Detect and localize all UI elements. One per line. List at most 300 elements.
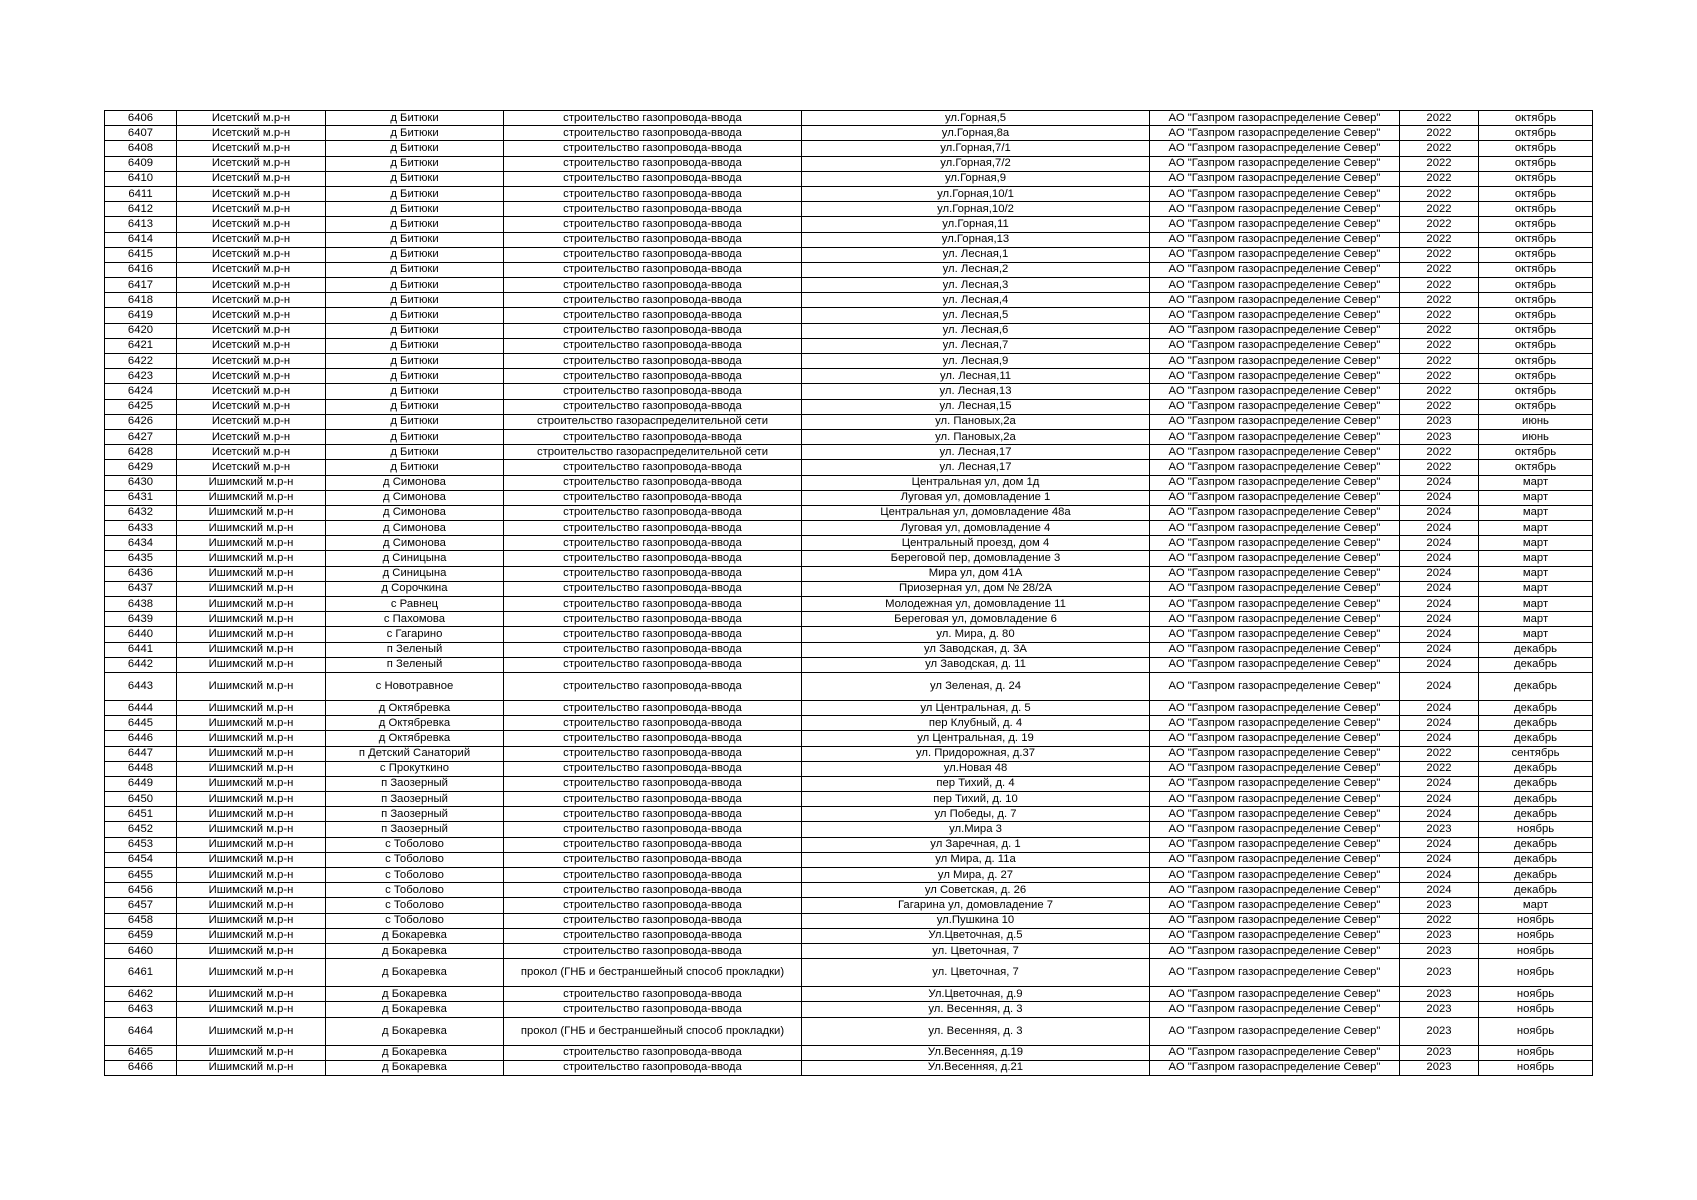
work-type-cell: строительство газопровода-ввода [504, 369, 802, 384]
year-cell: 2022 [1400, 761, 1479, 776]
work-type-cell: прокол (ГНБ и бестраншейный способ прокладки) [504, 1017, 802, 1045]
month-cell: октябрь [1479, 171, 1593, 186]
address-cell: Ул.Цветочная, д.5 [802, 928, 1150, 943]
month-cell: ноябрь [1479, 959, 1593, 987]
contractor-cell: АО "Газпром газораспределение Север" [1150, 536, 1400, 551]
table-row [105, 928, 1593, 943]
year-cell: 2022 [1400, 186, 1479, 201]
row-number-cell: 6418 [105, 293, 177, 308]
month-cell: октябрь [1479, 217, 1593, 232]
year-cell: 2022 [1400, 262, 1479, 277]
work-type-cell: строительство газопровода-ввода [504, 731, 802, 746]
month-cell: декабрь [1479, 776, 1593, 791]
table-row [105, 883, 1593, 898]
table-row [105, 913, 1593, 928]
address-cell: ул.Горная,13 [802, 232, 1150, 247]
year-cell: 2022 [1400, 156, 1479, 171]
month-cell: ноябрь [1479, 943, 1593, 958]
contractor-cell: АО "Газпром газораспределение Север" [1150, 731, 1400, 746]
year-cell: 2024 [1400, 716, 1479, 731]
table-row [105, 460, 1593, 475]
table-row [105, 505, 1593, 520]
row-number-cell: 6466 [105, 1060, 177, 1075]
month-cell: октябрь [1479, 111, 1593, 126]
row-number-cell: 6442 [105, 657, 177, 672]
district-cell: Ишимский м.р-н [177, 1017, 326, 1045]
work-type-cell: строительство газопровода-ввода [504, 913, 802, 928]
year-cell: 2024 [1400, 657, 1479, 672]
month-cell: ноябрь [1479, 822, 1593, 837]
year-cell: 2024 [1400, 627, 1479, 642]
table-row [105, 868, 1593, 883]
table-row [105, 837, 1593, 852]
year-cell: 2024 [1400, 776, 1479, 791]
work-type-cell: строительство газопровода-ввода [504, 247, 802, 262]
work-type-cell: строительство газопровода-ввода [504, 232, 802, 247]
month-cell: октябрь [1479, 278, 1593, 293]
work-type-cell: строительство газопровода-ввода [504, 293, 802, 308]
contractor-cell: АО "Газпром газораспределение Север" [1150, 566, 1400, 581]
settlement-cell: с Равнец [326, 597, 504, 612]
work-type-cell: строительство газопровода-ввода [504, 278, 802, 293]
settlement-cell: д Бокаревка [326, 959, 504, 987]
row-number-cell: 6455 [105, 868, 177, 883]
settlement-cell: д Битюки [326, 141, 504, 156]
settlement-cell: д Битюки [326, 399, 504, 414]
address-cell: ул. Весенняя, д. 3 [802, 1002, 1150, 1017]
settlement-cell: д Симонова [326, 505, 504, 520]
row-number-cell: 6458 [105, 913, 177, 928]
month-cell: июнь [1479, 429, 1593, 444]
address-cell: ул. Лесная,5 [802, 308, 1150, 323]
address-cell: ул Заводская, д. 3А [802, 642, 1150, 657]
contractor-cell: АО "Газпром газораспределение Север" [1150, 354, 1400, 369]
table-row [105, 141, 1593, 156]
contractor-cell: АО "Газпром газораспределение Север" [1150, 111, 1400, 126]
contractor-cell: АО "Газпром газораспределение Север" [1150, 323, 1400, 338]
address-cell: Ул.Цветочная, д.9 [802, 987, 1150, 1002]
address-cell: ул. Цветочная, 7 [802, 959, 1150, 987]
settlement-cell: д Битюки [326, 308, 504, 323]
work-type-cell: строительство газопровода-ввода [504, 460, 802, 475]
table-row [105, 852, 1593, 867]
address-cell: ул. Пановых,2а [802, 429, 1150, 444]
contractor-cell: АО "Газпром газораспределение Север" [1150, 505, 1400, 520]
settlement-cell: с Тоболово [326, 913, 504, 928]
table-row [105, 898, 1593, 913]
settlement-cell: д Бокаревка [326, 1002, 504, 1017]
district-cell: Исетский м.р-н [177, 126, 326, 141]
settlement-cell: д Битюки [326, 262, 504, 277]
address-cell: Ул.Весенняя, д.21 [802, 1060, 1150, 1075]
work-type-cell: строительство газопровода-ввода [504, 505, 802, 520]
year-cell: 2023 [1400, 822, 1479, 837]
month-cell: декабрь [1479, 672, 1593, 700]
district-cell: Исетский м.р-н [177, 369, 326, 384]
table-row [105, 247, 1593, 262]
district-cell: Исетский м.р-н [177, 323, 326, 338]
row-number-cell: 6459 [105, 928, 177, 943]
address-cell: ул. Лесная,11 [802, 369, 1150, 384]
district-cell: Исетский м.р-н [177, 429, 326, 444]
district-cell: Исетский м.р-н [177, 384, 326, 399]
address-cell: ул Заречная, д. 1 [802, 837, 1150, 852]
contractor-cell: АО "Газпром газораспределение Север" [1150, 959, 1400, 987]
district-cell: Ишимский м.р-н [177, 928, 326, 943]
work-type-cell: строительство газопровода-ввода [504, 1060, 802, 1075]
month-cell: октябрь [1479, 445, 1593, 460]
contractor-cell: АО "Газпром газораспределение Север" [1150, 1002, 1400, 1017]
settlement-cell: д Сорочкина [326, 581, 504, 596]
row-number-cell: 6408 [105, 141, 177, 156]
row-number-cell: 6433 [105, 521, 177, 536]
settlement-cell: д Бокаревка [326, 928, 504, 943]
contractor-cell: АО "Газпром газораспределение Север" [1150, 429, 1400, 444]
month-cell: декабрь [1479, 731, 1593, 746]
address-cell: ул. Цветочная, 7 [802, 943, 1150, 958]
table-row [105, 490, 1593, 505]
month-cell: октябрь [1479, 384, 1593, 399]
settlement-cell: с Новотравное [326, 672, 504, 700]
settlement-cell: п Заозерный [326, 776, 504, 791]
row-number-cell: 6456 [105, 883, 177, 898]
contractor-cell: АО "Газпром газораспределение Север" [1150, 612, 1400, 627]
contractor-cell: АО "Газпром газораспределение Север" [1150, 928, 1400, 943]
table-row [105, 627, 1593, 642]
settlement-cell: д Битюки [326, 171, 504, 186]
table-row [105, 657, 1593, 672]
district-cell: Ишимский м.р-н [177, 581, 326, 596]
year-cell: 2024 [1400, 566, 1479, 581]
work-type-cell: строительство газопровода-ввода [504, 612, 802, 627]
contractor-cell: АО "Газпром газораспределение Север" [1150, 672, 1400, 700]
table-row [105, 445, 1593, 460]
year-cell: 2024 [1400, 597, 1479, 612]
address-cell: ул.Горная,7/1 [802, 141, 1150, 156]
year-cell: 2024 [1400, 792, 1479, 807]
settlement-cell: с Гагарино [326, 627, 504, 642]
settlement-cell: д Синицына [326, 551, 504, 566]
table-row [105, 186, 1593, 201]
table-row [105, 262, 1593, 277]
year-cell: 2024 [1400, 731, 1479, 746]
row-number-cell: 6413 [105, 217, 177, 232]
row-number-cell: 6450 [105, 792, 177, 807]
table-row [105, 536, 1593, 551]
work-type-cell: строительство газопровода-ввода [504, 898, 802, 913]
settlement-cell: д Битюки [326, 186, 504, 201]
work-type-cell: строительство газопровода-ввода [504, 217, 802, 232]
year-cell: 2024 [1400, 672, 1479, 700]
year-cell: 2024 [1400, 536, 1479, 551]
row-number-cell: 6416 [105, 262, 177, 277]
row-number-cell: 6411 [105, 186, 177, 201]
month-cell: март [1479, 505, 1593, 520]
settlement-cell: д Симонова [326, 490, 504, 505]
year-cell: 2022 [1400, 247, 1479, 262]
district-cell: Ишимский м.р-н [177, 672, 326, 700]
district-cell: Исетский м.р-н [177, 308, 326, 323]
row-number-cell: 6431 [105, 490, 177, 505]
settlement-cell: д Битюки [326, 384, 504, 399]
row-number-cell: 6448 [105, 761, 177, 776]
row-number-cell: 6454 [105, 852, 177, 867]
row-number-cell: 6446 [105, 731, 177, 746]
contractor-cell: АО "Газпром газораспределение Север" [1150, 837, 1400, 852]
work-type-cell: строительство газопровода-ввода [504, 111, 802, 126]
month-cell: октябрь [1479, 369, 1593, 384]
month-cell: октябрь [1479, 156, 1593, 171]
month-cell: октябрь [1479, 232, 1593, 247]
year-cell: 2022 [1400, 232, 1479, 247]
contractor-cell: АО "Газпром газораспределение Север" [1150, 369, 1400, 384]
address-cell: ул. Лесная,9 [802, 354, 1150, 369]
work-type-cell: строительство газопровода-ввода [504, 384, 802, 399]
district-cell: Исетский м.р-н [177, 186, 326, 201]
settlement-cell: д Октябревка [326, 716, 504, 731]
work-type-cell: строительство газопровода-ввода [504, 490, 802, 505]
contractor-cell: АО "Газпром газораспределение Север" [1150, 657, 1400, 672]
district-cell: Ишимский м.р-н [177, 898, 326, 913]
year-cell: 2022 [1400, 111, 1479, 126]
table-row [105, 1045, 1593, 1060]
district-cell: Ишимский м.р-н [177, 612, 326, 627]
row-number-cell: 6452 [105, 822, 177, 837]
address-cell: ул Победы, д. 7 [802, 807, 1150, 822]
month-cell: октябрь [1479, 186, 1593, 201]
table-row [105, 217, 1593, 232]
settlement-cell: д Битюки [326, 293, 504, 308]
district-cell: Ишимский м.р-н [177, 883, 326, 898]
contractor-cell: АО "Газпром газораспределение Север" [1150, 581, 1400, 596]
month-cell: октябрь [1479, 323, 1593, 338]
contractor-cell: АО "Газпром газораспределение Север" [1150, 460, 1400, 475]
address-cell: ул.Пушкина 10 [802, 913, 1150, 928]
address-cell: ул.Горная,8а [802, 126, 1150, 141]
address-cell: ул Советская, д. 26 [802, 883, 1150, 898]
settlement-cell: д Бокаревка [326, 1060, 504, 1075]
settlement-cell: д Битюки [326, 111, 504, 126]
district-cell: Ишимский м.р-н [177, 700, 326, 715]
district-cell: Исетский м.р-н [177, 217, 326, 232]
month-cell: декабрь [1479, 868, 1593, 883]
row-number-cell: 6437 [105, 581, 177, 596]
settlement-cell: д Симонова [326, 475, 504, 490]
settlement-cell: д Битюки [326, 338, 504, 353]
address-cell: пер Клубный, д. 4 [802, 716, 1150, 731]
month-cell: ноябрь [1479, 1060, 1593, 1075]
work-type-cell: строительство газопровода-ввода [504, 642, 802, 657]
settlement-cell: д Симонова [326, 521, 504, 536]
district-cell: Ишимский м.р-н [177, 657, 326, 672]
work-type-cell: строительство газопровода-ввода [504, 1045, 802, 1060]
row-number-cell: 6441 [105, 642, 177, 657]
row-number-cell: 6453 [105, 837, 177, 852]
contractor-cell: АО "Газпром газораспределение Север" [1150, 1017, 1400, 1045]
work-type-cell: строительство газопровода-ввода [504, 868, 802, 883]
year-cell: 2024 [1400, 852, 1479, 867]
settlement-cell: с Тоболово [326, 852, 504, 867]
contractor-cell: АО "Газпром газораспределение Север" [1150, 141, 1400, 156]
table-row [105, 672, 1593, 700]
row-number-cell: 6422 [105, 354, 177, 369]
row-number-cell: 6410 [105, 171, 177, 186]
row-number-cell: 6432 [105, 505, 177, 520]
year-cell: 2023 [1400, 928, 1479, 943]
settlement-cell: д Бокаревка [326, 987, 504, 1002]
work-type-cell: строительство газопровода-ввода [504, 536, 802, 551]
year-cell: 2024 [1400, 521, 1479, 536]
address-cell: ул. Весенняя, д. 3 [802, 1017, 1150, 1045]
settlement-cell: д Битюки [326, 460, 504, 475]
district-cell: Ишимский м.р-н [177, 807, 326, 822]
address-cell: ул. Придорожная, д.37 [802, 746, 1150, 761]
district-cell: Исетский м.р-н [177, 460, 326, 475]
settlement-cell: д Битюки [326, 278, 504, 293]
district-cell: Ишимский м.р-н [177, 597, 326, 612]
settlement-cell: с Тоболово [326, 837, 504, 852]
registry-table [104, 110, 1593, 1076]
district-cell: Ишимский м.р-н [177, 1045, 326, 1060]
work-type-cell: строительство газопровода-ввода [504, 822, 802, 837]
district-cell: Ишимский м.р-н [177, 536, 326, 551]
district-cell: Исетский м.р-н [177, 278, 326, 293]
address-cell: пер Тихий, д. 4 [802, 776, 1150, 791]
month-cell: декабрь [1479, 642, 1593, 657]
month-cell: март [1479, 627, 1593, 642]
address-cell: Гагарина ул, домовладение 7 [802, 898, 1150, 913]
month-cell: ноябрь [1479, 913, 1593, 928]
month-cell: декабрь [1479, 792, 1593, 807]
month-cell: декабрь [1479, 883, 1593, 898]
month-cell: октябрь [1479, 354, 1593, 369]
contractor-cell: АО "Газпром газораспределение Север" [1150, 1060, 1400, 1075]
district-cell: Ишимский м.р-н [177, 475, 326, 490]
month-cell: декабрь [1479, 761, 1593, 776]
contractor-cell: АО "Газпром газораспределение Север" [1150, 627, 1400, 642]
work-type-cell: строительство газопровода-ввода [504, 928, 802, 943]
row-number-cell: 6436 [105, 566, 177, 581]
row-number-cell: 6440 [105, 627, 177, 642]
work-type-cell: прокол (ГНБ и бестраншейный способ прокладки) [504, 959, 802, 987]
table-row [105, 202, 1593, 217]
table-row [105, 1002, 1593, 1017]
table-row [105, 111, 1593, 126]
contractor-cell: АО "Газпром газораспределение Север" [1150, 278, 1400, 293]
district-cell: Ишимский м.р-н [177, 505, 326, 520]
contractor-cell: АО "Газпром газораспределение Север" [1150, 868, 1400, 883]
district-cell: Ишимский м.р-н [177, 837, 326, 852]
address-cell: Луговая ул, домовладение 1 [802, 490, 1150, 505]
row-number-cell: 6406 [105, 111, 177, 126]
row-number-cell: 6447 [105, 746, 177, 761]
row-number-cell: 6451 [105, 807, 177, 822]
month-cell: ноябрь [1479, 1045, 1593, 1060]
work-type-cell: строительство газопровода-ввода [504, 716, 802, 731]
row-number-cell: 6420 [105, 323, 177, 338]
work-type-cell: строительство газопровода-ввода [504, 837, 802, 852]
year-cell: 2024 [1400, 700, 1479, 715]
district-cell: Исетский м.р-н [177, 414, 326, 429]
district-cell: Исетский м.р-н [177, 399, 326, 414]
row-number-cell: 6428 [105, 445, 177, 460]
address-cell: ул Зеленая, д. 24 [802, 672, 1150, 700]
row-number-cell: 6407 [105, 126, 177, 141]
work-type-cell: строительство газопровода-ввода [504, 627, 802, 642]
address-cell: ул. Лесная,4 [802, 293, 1150, 308]
settlement-cell: д Октябревка [326, 731, 504, 746]
settlement-cell: п Заозерный [326, 792, 504, 807]
contractor-cell: АО "Газпром газораспределение Север" [1150, 521, 1400, 536]
settlement-cell: п Зеленый [326, 642, 504, 657]
contractor-cell: АО "Газпром газораспределение Север" [1150, 232, 1400, 247]
district-cell: Исетский м.р-н [177, 262, 326, 277]
district-cell: Ишимский м.р-н [177, 776, 326, 791]
address-cell: Приозерная ул, дом № 28/2А [802, 581, 1150, 596]
district-cell: Исетский м.р-н [177, 232, 326, 247]
year-cell: 2024 [1400, 868, 1479, 883]
row-number-cell: 6414 [105, 232, 177, 247]
year-cell: 2024 [1400, 642, 1479, 657]
year-cell: 2023 [1400, 1045, 1479, 1060]
settlement-cell: д Битюки [326, 369, 504, 384]
contractor-cell: АО "Газпром газораспределение Север" [1150, 247, 1400, 262]
month-cell: октябрь [1479, 247, 1593, 262]
settlement-cell: д Бокаревка [326, 1017, 504, 1045]
year-cell: 2022 [1400, 293, 1479, 308]
year-cell: 2024 [1400, 581, 1479, 596]
year-cell: 2023 [1400, 898, 1479, 913]
settlement-cell: д Битюки [326, 232, 504, 247]
contractor-cell: АО "Газпром газораспределение Север" [1150, 308, 1400, 323]
work-type-cell: строительство газопровода-ввода [504, 308, 802, 323]
address-cell: Береговая ул, домовладение 6 [802, 612, 1150, 627]
table-row [105, 384, 1593, 399]
address-cell: ул Мира, д. 27 [802, 868, 1150, 883]
year-cell: 2023 [1400, 1017, 1479, 1045]
address-cell: ул Центральная, д. 19 [802, 731, 1150, 746]
settlement-cell: д Битюки [326, 354, 504, 369]
settlement-cell: п Заозерный [326, 822, 504, 837]
month-cell: ноябрь [1479, 1002, 1593, 1017]
work-type-cell: строительство газопровода-ввода [504, 1002, 802, 1017]
settlement-cell: с Прокуткино [326, 761, 504, 776]
address-cell: ул. Лесная,6 [802, 323, 1150, 338]
address-cell: ул.Новая 48 [802, 761, 1150, 776]
settlement-cell: с Пахомова [326, 612, 504, 627]
district-cell: Ишимский м.р-н [177, 746, 326, 761]
work-type-cell: строительство газопровода-ввода [504, 551, 802, 566]
settlement-cell: д Битюки [326, 156, 504, 171]
contractor-cell: АО "Газпром газораспределение Север" [1150, 126, 1400, 141]
row-number-cell: 6409 [105, 156, 177, 171]
row-number-cell: 6417 [105, 278, 177, 293]
month-cell: март [1479, 521, 1593, 536]
settlement-cell: с Тоболово [326, 883, 504, 898]
work-type-cell: строительство газопровода-ввода [504, 700, 802, 715]
year-cell: 2024 [1400, 505, 1479, 520]
month-cell: ноябрь [1479, 928, 1593, 943]
table-row [105, 943, 1593, 958]
address-cell: ул. Лесная,17 [802, 445, 1150, 460]
settlement-cell: п Зеленый [326, 657, 504, 672]
contractor-cell: АО "Газпром газораспределение Север" [1150, 293, 1400, 308]
settlement-cell: д Симонова [326, 536, 504, 551]
district-cell: Ишимский м.р-н [177, 792, 326, 807]
settlement-cell: д Битюки [326, 445, 504, 460]
work-type-cell: строительство газопровода-ввода [504, 186, 802, 201]
table-row [105, 126, 1593, 141]
